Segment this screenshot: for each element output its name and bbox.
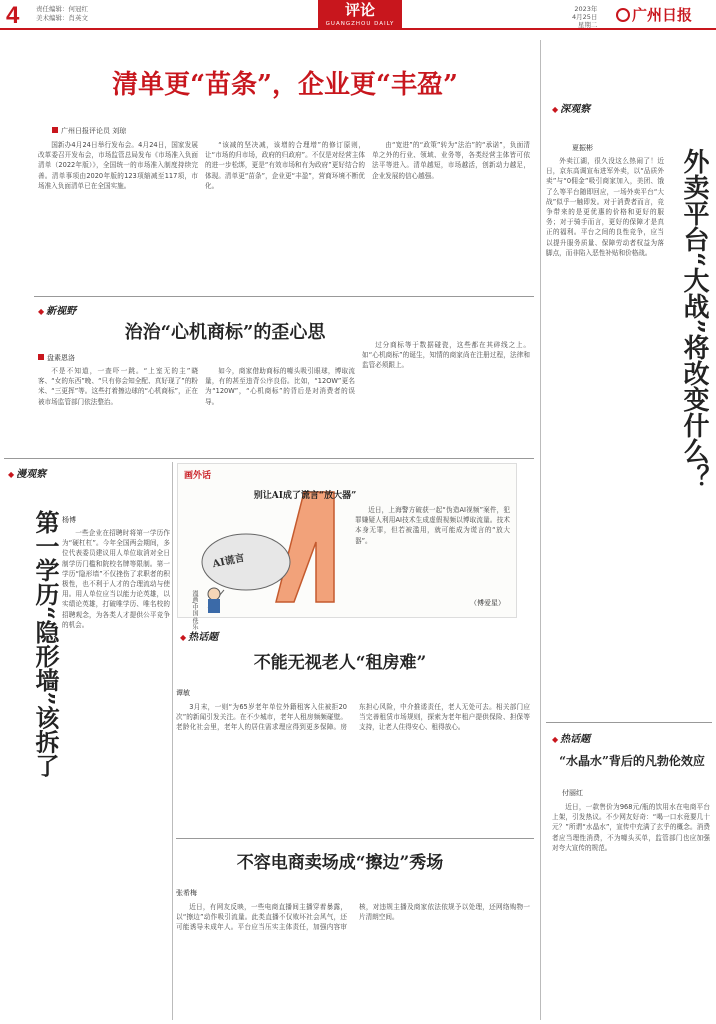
column-label: ◆ 新视野	[38, 302, 76, 317]
cartoon-label: 画外话	[184, 471, 212, 481]
article2-byline: 盘素恩洛	[38, 353, 75, 363]
cartoon-credit: 漫画/中国 佚乐	[191, 590, 198, 630]
section-name: 评论	[344, 1, 375, 19]
article5-text: 近日，有网友反映，一些电商直播间主播穿着暴露，以“擦边”动作吸引流量。此类直播不仅败坏社会风气，还可能诱导未成年人。平台应当压实主体责任，加强内容审核，对违规主播及商家依法依规予以处理，还网络购物一片清朗空间。	[176, 903, 530, 932]
article2-col-1	[38, 366, 198, 452]
main-col-2	[205, 140, 365, 290]
column-label: ◆ 深观察	[552, 100, 590, 115]
article3-byline: 杨博	[62, 516, 76, 524]
article3-text: 一些企业在招聘时将第一学历作为“硬杠杠”。今年全国两会期间，多位代表委员建议用人单位取消对全日制学历门槛和院校名牌等限制。第一学历“隐形墙”不仅挫伤了求职者的积极性，也不利于人才的合理流动与使用。用人单位应当以能力论英雄，以实绩论英雄，打破唯学历、唯名校的招聘观念，为各类人才提供公平竞争的机会。	[62, 529, 170, 629]
article2-text: 如今，商家借助商标的噱头吸引眼球，博取流量，有的甚至违背公序良俗。比如，“12OW”更名为“120W”，“心机商标”的背后是对消费者的误导。	[205, 367, 355, 406]
article7-body	[552, 802, 710, 1020]
article5-headline: 不容电商卖场成“擦边”秀场	[236, 853, 444, 873]
article7-headline: “水晶水”背后的凡勃伦效应	[559, 754, 705, 768]
main-byline: 广州日报评论员 刘琼	[52, 126, 126, 136]
logo-text: 广州日报	[632, 6, 693, 24]
date-line: 星期二	[577, 21, 598, 29]
article7-byline: 付丽红	[562, 789, 583, 797]
article2-col-2	[205, 366, 355, 452]
cartoon-author: （傅爱星）	[470, 599, 505, 607]
main-col-3	[372, 140, 530, 290]
article4-body	[176, 702, 530, 832]
column-label: ◆ 热话题	[552, 730, 590, 745]
cartoon-caption	[355, 505, 510, 595]
article3-headline: 第一学历“隐形墙”该拆了	[31, 510, 60, 778]
column-label: ◆ 漫观察	[8, 465, 46, 480]
article2-col-3	[362, 340, 530, 452]
article4-text: 3月末，一则“为65岁老年单位外籍租客入住被拒20次”的新闻引发关注。在不少城市，老年人租房频频碰壁。老龄化社会里，老年人的居住需求理应得到更多保障。房东担心风险，中介推诿责任，老人无处可去。相关部门应当完善租赁市场规则，探索为老年租户提供保险、担保等支持，让老人住得安心、租得放心。	[176, 703, 530, 732]
main-col-1	[38, 140, 198, 290]
date-block	[572, 5, 597, 29]
date-line: 2023年	[574, 5, 598, 13]
cartoon-illustration-icon	[184, 482, 359, 614]
article6-byline: 夏振彬	[572, 144, 593, 152]
column-divider	[540, 40, 541, 1020]
column-divider	[172, 462, 173, 1020]
divider	[4, 458, 534, 459]
cartoon-word: AI谎言	[211, 552, 246, 571]
article7-text: 近日，一款售价为968元/瓶的饮用水在电商平台上架，引发热议。不少网友好奇：“喝一口水竟要几十元？”所谓“水晶水”，宣传中充满了玄乎的概念。消费者应当理性消费，不为噱头买单，监管部门也应加强对夸大宣传的规范。	[552, 803, 710, 852]
main-text: 国新办4月24日举行发布会。4月24日，国家发展改革委召开发布会，市场监管总局发布《市场准入负面清单（2022年版）》，全国统一的市场准入制度持续完善。清单事项由2020年版的123项缩减至117项，市场准入负面清单已在全国实施。	[38, 141, 198, 190]
article4-byline: 谭敏	[176, 689, 190, 697]
article2-text: 过分商标等于数据碰瓷，这些都在其碎线之上。如“心机商标”的诞生，知情的商家尚在注册过程，法律和监管必须跟上。	[362, 341, 530, 370]
article5-body	[176, 902, 530, 1020]
article6-headline: 外卖平台“大战”将改变什么？	[679, 148, 709, 490]
page-number: 4	[6, 2, 20, 29]
divider	[176, 838, 534, 839]
page-header	[0, 0, 716, 30]
article4-headline: 不能无视老人“租房难”	[253, 653, 427, 673]
main-text: 由“宽进”的“政策”转为“法治”的“承诺”，负面清单之外的行业、领域、业务等，各类经营主体皆可依法平等进入。清单越短，市场越活，创新动力越足，企业发展的信心越强。	[372, 141, 530, 180]
article2-text: 不是不知道，一查吓一跳。“上室无的主”晓客、“女的东西”晚、“只有你会知全配、真好现了”的粉米、“三更挥”等。这些打着擦边球的“心机商标”，正在被市场监管部门依法整治。	[38, 367, 198, 406]
main-text: “该减的坚决减，该增的合理增”的修订原则，让“市场的归市场，政府的归政府”。不仅是对经营主体的进一步松绑，更是“有效市场和有为政府”更好结合的体现。清单更“苗条”，企业更“丰盈”，营商环境不断优化。	[205, 141, 365, 190]
article3-body	[62, 528, 170, 1020]
article2-headline: 治治“心机商标”的歪心思	[124, 322, 326, 343]
section-en: GUANGZHOU DAILY	[325, 21, 395, 27]
editor-line: 责任编辑：何冠红	[36, 5, 88, 13]
divider	[34, 296, 534, 297]
editors-credit	[36, 5, 88, 23]
article6-body	[546, 156, 664, 716]
newspaper-logo	[616, 4, 692, 25]
section-banner	[318, 0, 402, 30]
cartoon-title: 别让AI成了谎言“放大器”	[253, 491, 357, 501]
cartoon-text: 近日，上海警方破获一起“伪造AI视频”案件，犯罪嫌疑人利用AI技术生成虚假视频以博取流量。技术本身无罪，但若被滥用，就可能成为谎言的“放大器”。	[355, 506, 510, 545]
column-label: ◆ 热话题	[180, 628, 218, 643]
editor-line: 美术编辑：肖英文	[36, 14, 88, 22]
divider	[546, 722, 712, 723]
article6-text: 外卖江湖，很久没这么热闹了！近日，京东高调宣布进军外卖，以“品质外卖”与“0佣金”吸引商家加入，美团、饿了么等平台随即回应，一场外卖平台“大战”似乎一触即发。对于消费者而言，竞争带来的是更优惠的价格和更好的服务；对于骑手而言，更好的保障才是真正的福利。平台之间的良性竞争，应当以提升服务质量、保障劳动者权益为落脚点，而非陷入恶性补贴和价格战。	[546, 157, 664, 257]
date-line: 4月25日	[572, 13, 598, 21]
main-headline: 清单更“苗条”，企业更“丰盈”	[112, 70, 458, 100]
logo-icon	[616, 8, 630, 22]
article5-byline: 张希梅	[176, 889, 197, 897]
